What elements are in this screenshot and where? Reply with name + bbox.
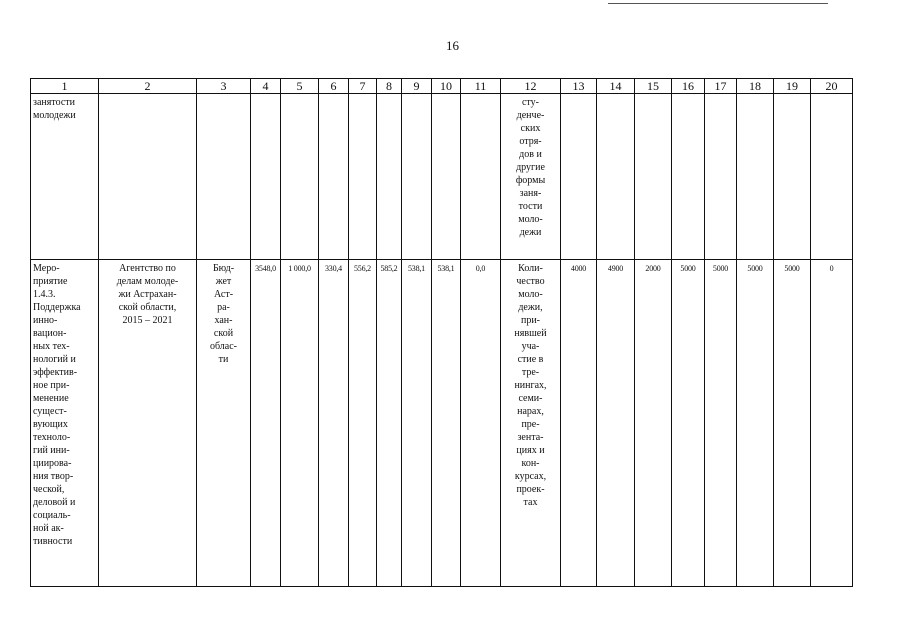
col-header: 15 [635,79,672,94]
cell-value: 0,0 [461,260,501,587]
cell-activity: занятости молодежи [31,94,99,260]
cell-target-value: 2000 [635,260,672,587]
cell-target-value: 5000 [672,260,705,587]
cell-empty [377,94,402,260]
col-header: 12 [501,79,561,94]
col-header: 17 [705,79,737,94]
cell-value: 330,4 [319,260,349,587]
cell-empty [402,94,432,260]
cell-value: 585,2 [377,260,402,587]
cell-empty [281,94,319,260]
col-header: 13 [561,79,597,94]
col-header: 20 [811,79,853,94]
cell-empty [251,94,281,260]
cell-value: 538,1 [432,260,461,587]
cell-target-value: 5000 [774,260,811,587]
col-header: 16 [672,79,705,94]
col-header: 5 [281,79,319,94]
cell-empty [672,94,705,260]
page-number: 16 [446,38,459,53]
budget-table [30,78,853,587]
col-header: 19 [774,79,811,94]
table-row [31,94,853,260]
col-header: 4 [251,79,281,94]
cell-empty [99,94,197,260]
cell-empty [319,94,349,260]
cell-value: 538,1 [402,260,432,587]
cell-empty [349,94,377,260]
col-header: 11 [461,79,501,94]
cell-target-value: 5000 [705,260,737,587]
col-header: 1 [31,79,99,94]
col-header: 18 [737,79,774,94]
cell-target-value: 4000 [561,260,597,587]
col-header: 7 [349,79,377,94]
cell-empty [811,94,853,260]
cell-empty [597,94,635,260]
cell-empty [432,94,461,260]
cell-empty [197,94,251,260]
cell-value: 1 000,0 [281,260,319,587]
cell-activity: Меро- приятие 1.4.3. Поддержка инно- вацион- ных тех- нологий и эффектив- ное при- менение сущест- вующих техноло- гий ини- циирова- ния твор- ческой, деловой и социаль- ной ак- тивности [31,260,99,587]
header-rule [608,3,828,4]
col-header: 6 [319,79,349,94]
col-header: 2 [99,79,197,94]
table-row [31,260,853,587]
cell-value: 556,2 [349,260,377,587]
cell-empty [737,94,774,260]
cell-empty [705,94,737,260]
header-row [31,79,853,94]
cell-target-value: 5000 [737,260,774,587]
cell-empty [561,94,597,260]
cell-executor: Агентство по делам молоде- жи Астрахан- ской области, 2015 – 2021 [99,260,197,587]
cell-target-value: 4900 [597,260,635,587]
col-header: 9 [402,79,432,94]
cell-empty [635,94,672,260]
col-header: 3 [197,79,251,94]
col-header: 14 [597,79,635,94]
col-header: 10 [432,79,461,94]
cell-indicator: Коли- чество моло- дежи, при- нявшей уча- стие в тре- нингах, семи- нарах, пре- зента- циях и кон- курсах, проек- тах [501,260,561,587]
cell-empty [774,94,811,260]
cell-empty [461,94,501,260]
cell-value: 3548,0 [251,260,281,587]
cell-indicator: сту- денче- ских отря- дов и другие формы заня- тости моло- дежи [501,94,561,260]
col-header: 8 [377,79,402,94]
cell-funding-source: Бюд- жет Аст- ра- хан- ской облас- ти [197,260,251,587]
cell-target-value: 0 [811,260,853,587]
